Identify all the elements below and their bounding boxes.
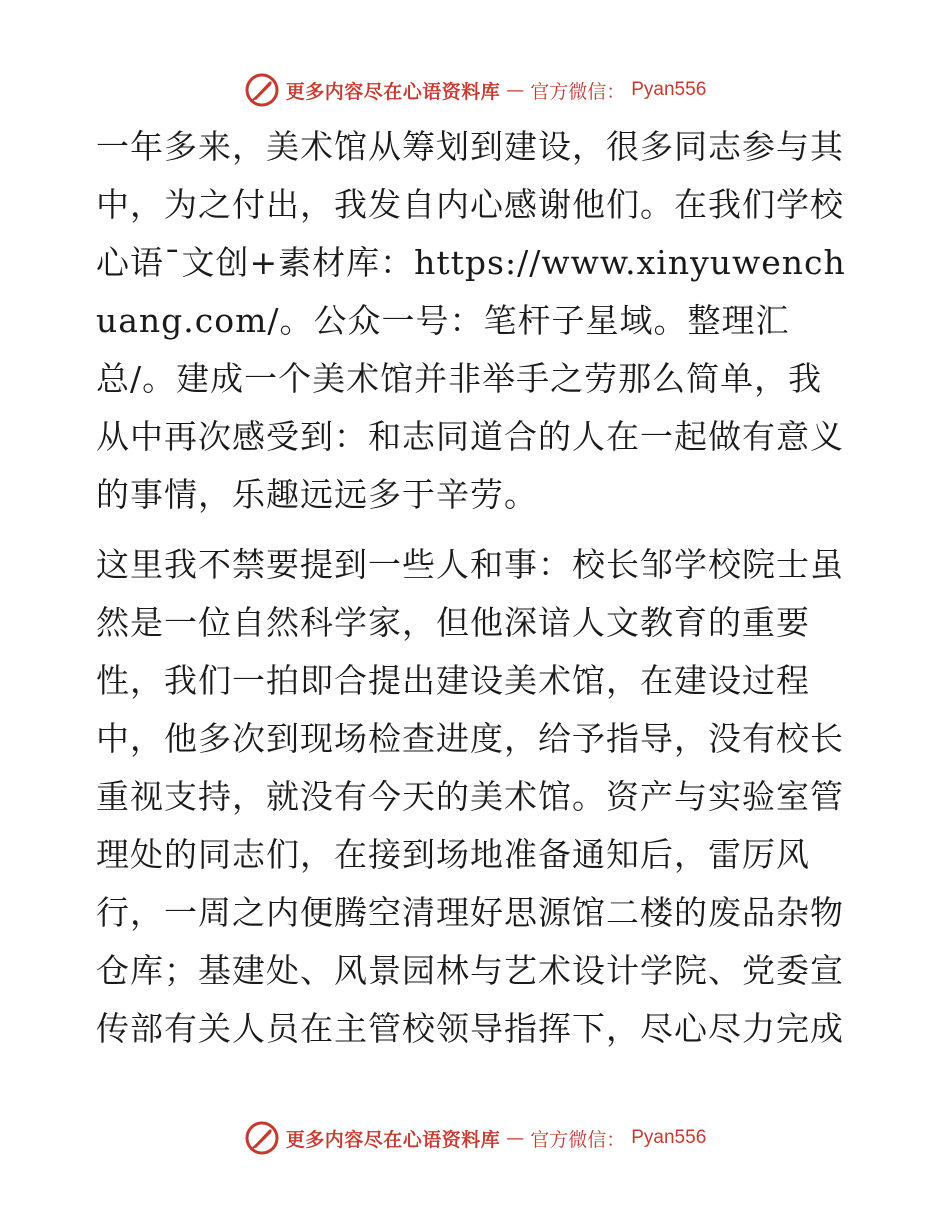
feather-pen-icon (244, 72, 280, 108)
banner-wechat-label: 官方微信： (530, 80, 626, 103)
banner-separator: — (506, 1127, 525, 1149)
banner-title: 更多内容尽在心语资料库 (285, 80, 501, 103)
feather-pen-icon (244, 1120, 280, 1156)
banner-wechat-id: Pyan556 (631, 79, 707, 100)
paragraph-1: 一年多来，美术馆从筹划到建设，很多同志参与其中，为之付出，我发自内心感谢他们。在我们学校心语¯文创+素材库：https://www.xinyuwenchuang.com/。公众一号：笔杆子星域。整理汇总/。建成一个美术馆并非举手之劳那么简单，我从中再次感受到：和志同道合的人在一起做有意义的事情，乐趣远远多于辛劳。 (96, 127, 846, 514)
footer-banner (0, 1118, 950, 1158)
header-banner (0, 70, 950, 110)
document-body (96, 118, 856, 1058)
paragraph-2: 这里我不禁要提到一些人和事：校长邹学校院士虽然是一位自然科学家，但他深谙人文教育的重要性，我们一拍即合提出建设美术馆，在建设过程中，他多次到现场检查进度，给予指导，没有校长重视支持，就没有今天的美术馆。资产与实验室管理处的同志们，在接到场地准备通知后，雷厉风行，一周之内便腾空清理好思源馆二楼的废品杂物仓库；基建处、风景园林与艺术设计学院、党委宣传部有关人员在主管校领导指挥下，尽心尽力完成 (96, 545, 844, 1048)
banner-wechat-label: 官方微信： (530, 1128, 626, 1151)
banner-wechat-id: Pyan556 (631, 1127, 707, 1148)
banner-separator: — (506, 79, 525, 101)
banner-title: 更多内容尽在心语资料库 (285, 1128, 501, 1151)
